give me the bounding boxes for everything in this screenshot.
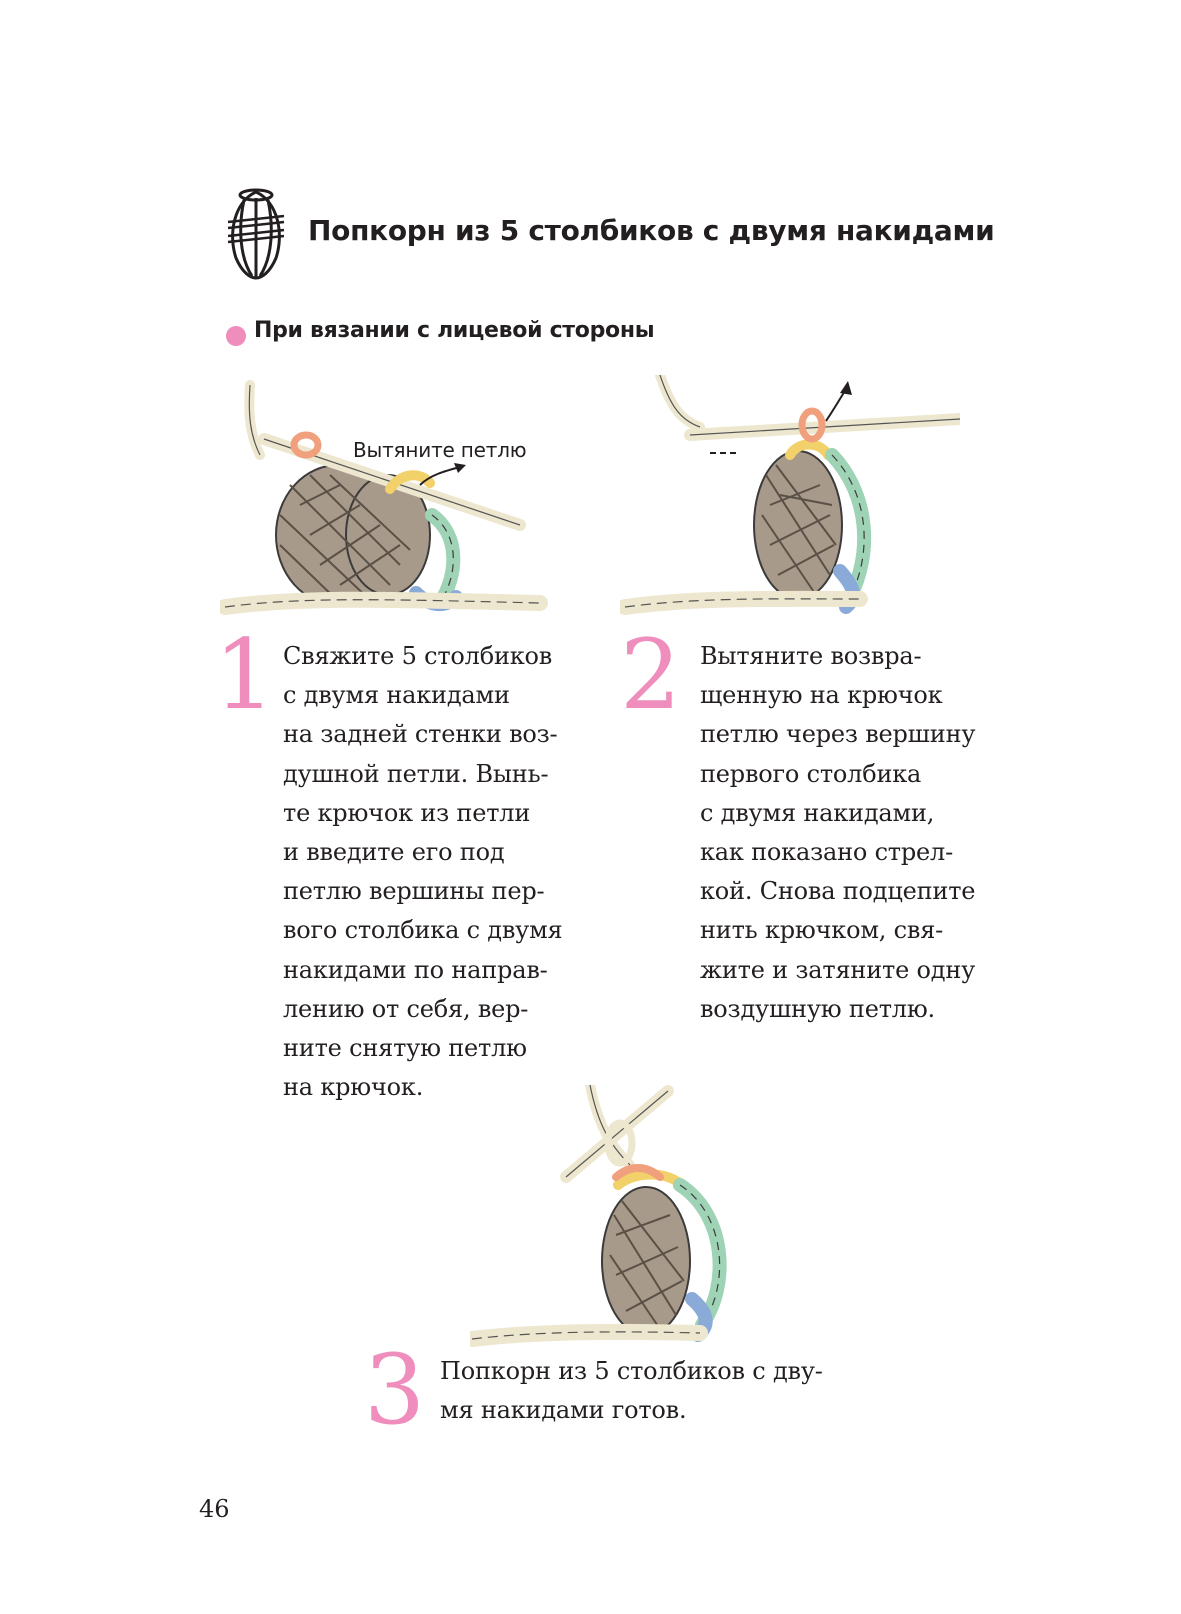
step-text-2: Вытяните возвра- щенную на крючок петлю через вершину первого столбика с двумя накидами, как показано стрел- кой. Снова подцепите нить крючком, свя- жите и затяните одну воздушную петлю. bbox=[700, 642, 976, 1023]
pink-bullet-icon bbox=[226, 326, 246, 346]
step-text-1: Свяжите 5 столбиков с двумя накидами на задней стенки воз- душной петли. Вынь- те крючок из петли и введите его под петлю вершины пер- вого столбика с двумя накидами по направ- лению от себя, вер- ните снятую петлю на крючок. bbox=[283, 642, 563, 1102]
step-number-2: 2 bbox=[620, 619, 682, 731]
section-heading bbox=[226, 318, 726, 354]
step1-callout: Вытяните петлю bbox=[353, 438, 527, 462]
header bbox=[226, 188, 995, 280]
step2-illustration bbox=[620, 375, 960, 635]
page-title: Попкорн из 5 столбиков с двумя накидами bbox=[308, 214, 995, 247]
step-text-3: Попкорн из 5 столбиков с дву- мя накидами готов. bbox=[440, 1357, 823, 1425]
popcorn-stitch-symbol-icon bbox=[226, 188, 286, 280]
page-number: 46 bbox=[199, 1495, 230, 1523]
step-number-3: 3 bbox=[364, 1334, 426, 1446]
section-subtitle: При вязании с лицевой стороны bbox=[254, 318, 655, 343]
step1-illustration bbox=[220, 375, 560, 635]
step-number-1: 1 bbox=[214, 619, 276, 731]
step3-illustration bbox=[470, 1085, 770, 1365]
